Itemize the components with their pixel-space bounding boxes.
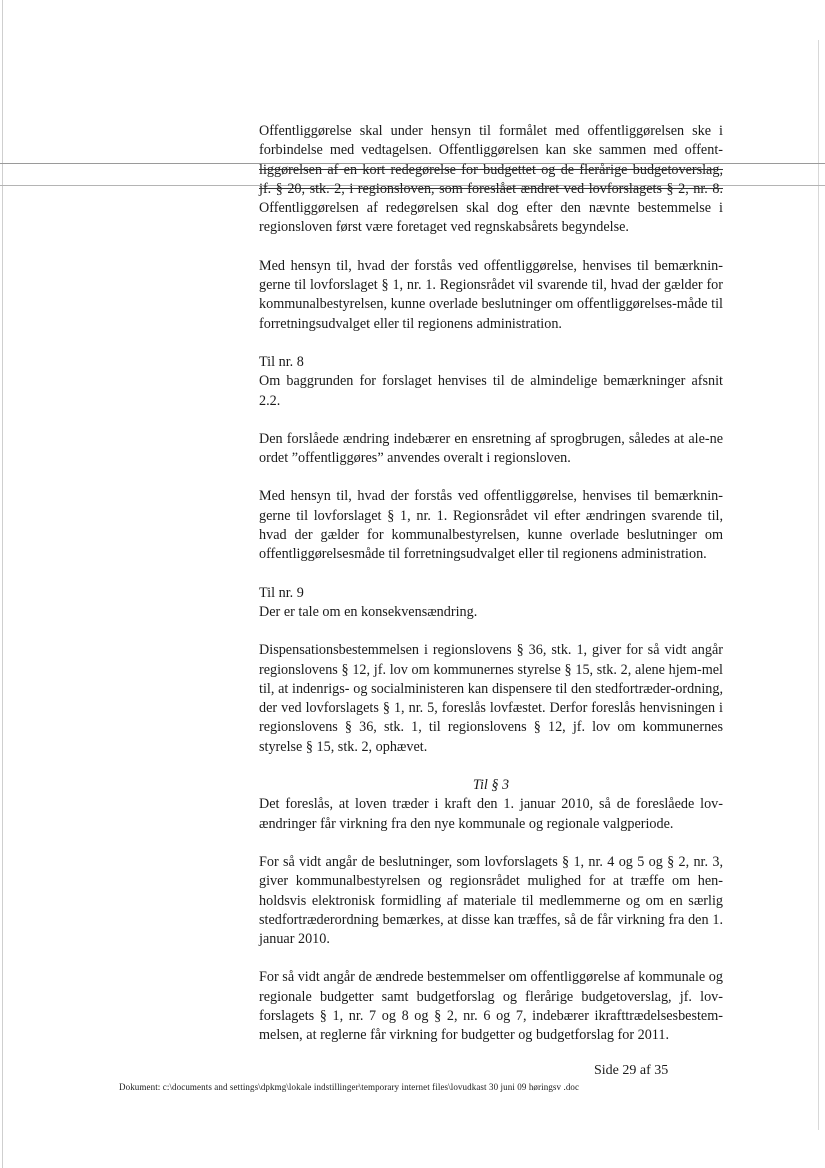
paragraph: Dispensationsbestemmelsen i regionslovens § 36, stk. 1, giver for så vidt angår regionslovens § 12, jf. lov om kommunernes styrelse § 15, stk. 2, alene hjem-mel til, at indenrigs- og socialministeren kan dispensere til den stedfortræder-ordning, der ved lovforslagets § 1, nr. 5, foreslås lovfæstet. Derfor foreslås henvisningen i regionslovens § 36, stk. 1, til regionslovens § 12, jf. lov om kommunernes styrelse § 15, stk. 2, ophævet. [259, 642, 723, 755]
text-line: forbindelse med vedtagelsen. Offentliggørelsen kan ske sammen med offent- [259, 142, 723, 159]
text-line: regionsloven først være foretaget ved regnskabsårets begyndelse. [259, 219, 629, 236]
scan-border-left [2, 0, 3, 1168]
paragraph: Med hensyn til, hvad der forstås ved offentliggørelse, henvises til bemærknin-gerne til lovforslaget § 1, nr. 1. Regionsrådet vil efter ændringen svarende til, hvad der gælder for kommunalbestyrelsen, kunne overlade beslutninger om offentliggørelsesmåde til forretningsudvalget eller til regionens administration. [259, 488, 723, 563]
section-heading-til-par-3: Til § 3 [472, 777, 510, 794]
paragraph: Der er tale om en konsekvensændring. [259, 603, 478, 620]
document-body [259, 122, 723, 1065]
struck-text-line: liggørelsen af en kort redegørelse for budgettet og de flerårige budgetoverslag, [259, 161, 723, 178]
paragraph: Det foreslås, at loven træder i kraft den 1. januar 2010, så de foreslåede lov-ændringer får virkning fra den nye kommunale og regionale valgperiode. [259, 796, 723, 832]
scan-border-right [818, 40, 819, 1130]
paragraph: Om baggrunden for forslaget henvises til de almindelige bemærkninger afsnit 2.2. [259, 373, 723, 409]
paragraph: For så vidt angår de beslutninger, som lovforslagets § 1, nr. 4 og 5 og § 2, nr. 3, giver kommunalbestyrelsen og regionsrådet mulighed for at træffe om hen-holdsvis elektronisk formidling af materiale til medlemmerne og om en særlig stedfortræderordning bemærkes, at disse kan træffes, så de får virkning fra den 1. januar 2010. [259, 853, 723, 948]
struck-text-line: jf. § 20, stk. 2, i regionsloven, som foreslået ændret ved lovforslagets § 2, nr. 8. [259, 180, 723, 197]
paragraph: For så vidt angår de ændrede bestemmelser om offentliggørelse af kommunale og regionale budgetter samt budgetforslag og flerårige budgetoverslag, jf. lov-forslagets § 1, nr. 7 og 8 og § 2, nr. 6 og 7, indebærer ikrafttrædelsesbestem-melsen, at reglerne får virkning for budgetter og budgetforslag for 2011. [259, 969, 723, 1044]
paragraph: Med hensyn til, hvad der forstås ved offentliggørelse, henvises til bemærknin-gerne til lovforslaget § 1, nr. 1. Regionsrådet vil svarende til, hvad der gælder for kommunalbestyrelsen, kunne overlade beslutninger om offentliggørelses-måde til forretningsudvalget eller til regionens administration. [259, 257, 723, 332]
text-line: Offentliggørelse skal under hensyn til formålet med offentliggørelsen ske i [259, 123, 723, 139]
text-line: Offentliggørelsen af redegørelsen skal dog efter den nævnte bestemmelse i [259, 200, 723, 217]
paragraph-offentliggorelse [259, 122, 723, 238]
page-number: Side 29 af 35 [594, 1063, 669, 1078]
section-heading-til-nr-9: Til nr. 9 [259, 584, 304, 601]
document-footer-path: Dokument: c:\documents and settings\dpkmg\lokale indstillinger\temporary internet files\lovudkast 30 juni 09 høringsv .doc [119, 1082, 580, 1092]
paragraph: Den forslåede ændring indebærer en ensretning af sprogbrugen, således at ale-ne ordet ”offentliggøres” anvendes overalt i regionsloven. [259, 430, 723, 467]
section-heading-til-nr-8: Til nr. 8 [259, 353, 304, 370]
